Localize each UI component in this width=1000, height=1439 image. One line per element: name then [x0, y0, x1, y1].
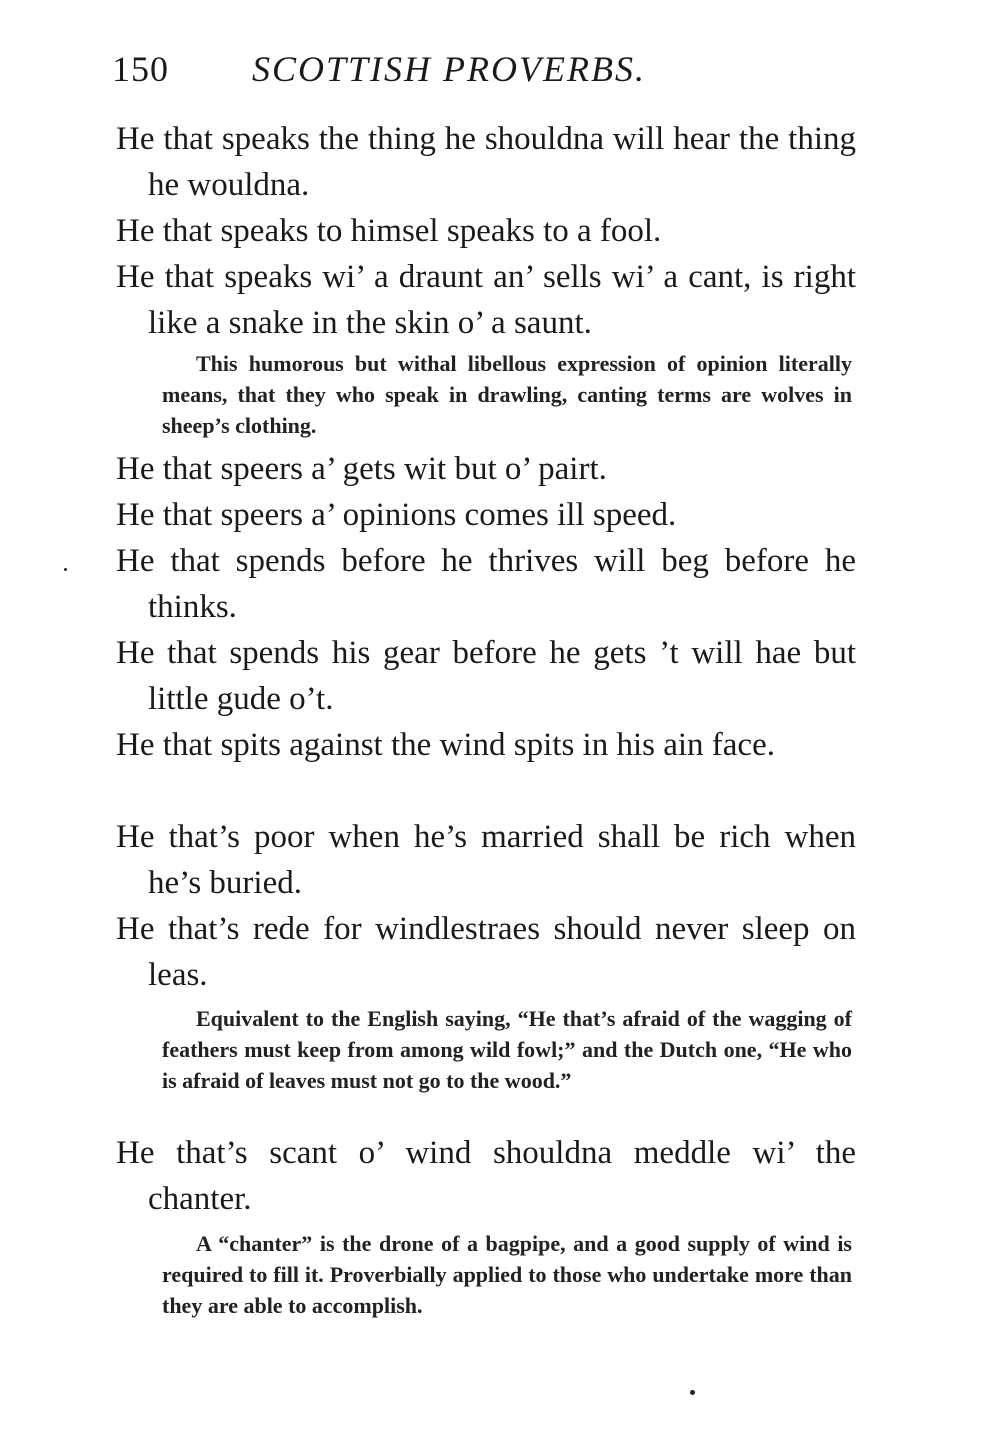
proverb-entry: He that speers a’ gets wit but o’ pairt. [116, 451, 607, 487]
proverb-entry: He that speaks to himsel speaks to a fool. [116, 213, 662, 249]
proverb-note: This humorous but withal libellous expression of opinion literally means, that they who speak in drawling, canting terms are wolves in sheep’s clothing. [162, 351, 852, 438]
proverb-entry: He that’s rede for windlestraes should never sleep on leas. [116, 911, 856, 993]
proverb-entry: He that speaks the thing he shouldna will hear the thing he wouldna. [116, 121, 856, 203]
proverb-note: A “chanter” is the drone of a bagpipe, and a good supply of wind is required to fill it. Proverbially applied to those who undertake more than they are able to accomplish. [162, 1231, 852, 1318]
proverb-entry: He that spits against the wind spits in his ain face. [116, 727, 775, 763]
running-title: SCOTTISH PROVERBS. [252, 49, 646, 89]
running-head [112, 44, 872, 94]
proverb-entry: He that’s poor when he’s married shall be rich when he’s buried. [116, 819, 856, 901]
proverb-entry: He that spends before he thrives will beg before he thinks. [116, 543, 856, 625]
proverb-entry: He that speers a’ opinions comes ill speed. [116, 497, 677, 533]
proverb-entry: He that speaks wi’ a draunt an’ sells wi’ a cant, is right like a snake in the skin o’ a saunt. [116, 259, 856, 341]
page-number: 150 [112, 49, 169, 89]
proverb-entry: He that’s scant o’ wind shouldna meddle wi’ the chanter. [116, 1135, 856, 1217]
proverb-entry: He that spends his gear before he gets ’t will hae but little gude o’t. [116, 635, 856, 717]
ink-speck [64, 568, 67, 571]
proverb-note: Equivalent to the English saying, “He that’s afraid of the wagging of feathers must keep from among wild fowl;” and the Dutch one, “He who is afraid of leaves must not go to the wood.” [162, 1006, 852, 1093]
ink-speck [690, 1390, 695, 1395]
